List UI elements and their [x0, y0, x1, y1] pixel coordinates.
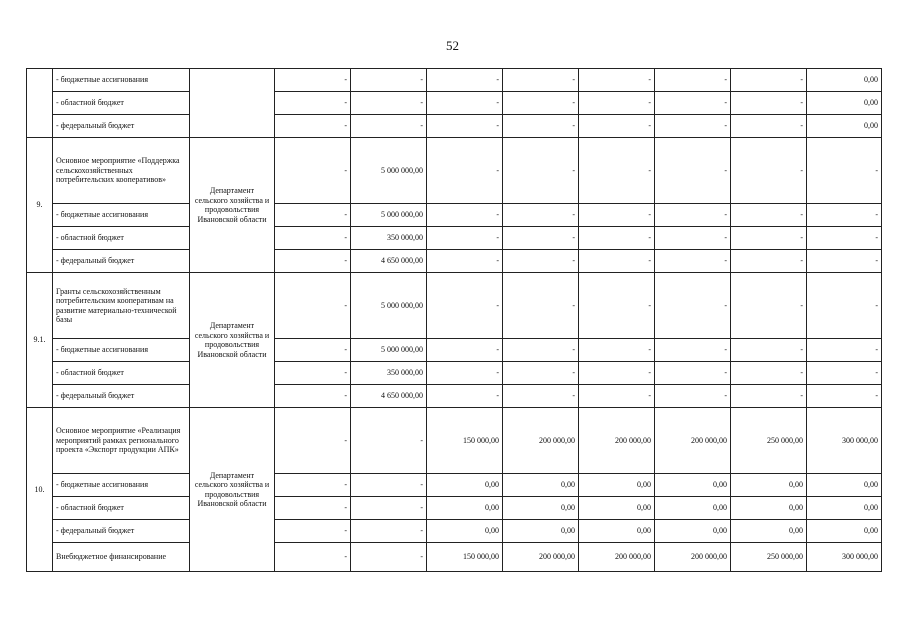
value-cell: -	[655, 115, 731, 138]
value-cell: -	[427, 227, 503, 250]
value-cell: 0,00	[731, 520, 807, 543]
value-cell: -	[427, 92, 503, 115]
value-cell: -	[503, 115, 579, 138]
value-cell: 4 650 000,00	[351, 385, 427, 408]
value-cell: -	[807, 227, 882, 250]
value-cell: -	[275, 543, 351, 572]
value-cell: -	[655, 250, 731, 273]
value-cell: 5 000 000,00	[351, 273, 427, 339]
value-cell: -	[655, 69, 731, 92]
value-cell: -	[275, 362, 351, 385]
value-cell: -	[427, 115, 503, 138]
row-label: - федеральный бюджет	[53, 385, 190, 408]
row-label: - бюджетные ассигнования	[53, 339, 190, 362]
value-cell: 0,00	[807, 92, 882, 115]
value-cell: 5 000 000,00	[351, 138, 427, 204]
row-label: - федеральный бюджет	[53, 520, 190, 543]
value-cell: 0,00	[807, 69, 882, 92]
value-cell: -	[807, 250, 882, 273]
value-cell: -	[731, 250, 807, 273]
value-cell: 0,00	[427, 520, 503, 543]
value-cell: -	[579, 385, 655, 408]
table-row	[27, 385, 882, 408]
value-cell: 0,00	[579, 520, 655, 543]
value-cell: -	[731, 69, 807, 92]
row-label: - федеральный бюджет	[53, 250, 190, 273]
value-cell: -	[503, 339, 579, 362]
value-cell: 200 000,00	[579, 408, 655, 474]
value-cell: 0,00	[807, 497, 882, 520]
value-cell: -	[655, 362, 731, 385]
value-cell: 250 000,00	[731, 543, 807, 572]
value-cell: -	[351, 474, 427, 497]
value-cell: 0,00	[807, 520, 882, 543]
value-cell: 0,00	[655, 474, 731, 497]
value-cell: -	[579, 227, 655, 250]
value-cell: -	[503, 69, 579, 92]
section-number: 10.	[27, 408, 53, 572]
value-cell: -	[655, 204, 731, 227]
value-cell: -	[503, 92, 579, 115]
value-cell: -	[579, 69, 655, 92]
value-cell: 0,00	[503, 474, 579, 497]
value-cell: -	[807, 273, 882, 339]
value-cell: -	[731, 362, 807, 385]
value-cell: -	[807, 339, 882, 362]
value-cell: -	[579, 273, 655, 339]
value-cell: -	[275, 474, 351, 497]
table-row	[27, 138, 882, 204]
value-cell: -	[503, 362, 579, 385]
value-cell: 0,00	[503, 520, 579, 543]
value-cell: -	[351, 497, 427, 520]
value-cell: -	[427, 250, 503, 273]
value-cell: -	[275, 520, 351, 543]
value-cell: -	[731, 92, 807, 115]
value-cell: -	[731, 227, 807, 250]
value-cell: -	[579, 250, 655, 273]
table-row	[27, 474, 882, 497]
measure-title: Основное мероприятие «Поддержка сельскохозяйственных потребительских кооперативов»	[53, 138, 190, 204]
value-cell: -	[275, 250, 351, 273]
value-cell: -	[275, 385, 351, 408]
value-cell: 300 000,00	[807, 408, 882, 474]
row-label: - федеральный бюджет	[53, 115, 190, 138]
value-cell: -	[275, 273, 351, 339]
value-cell: -	[427, 69, 503, 92]
table-row	[27, 115, 882, 138]
page-number: 52	[446, 38, 459, 53]
value-cell: -	[579, 115, 655, 138]
value-cell: 0,00	[427, 497, 503, 520]
value-cell: -	[807, 362, 882, 385]
table-row	[27, 92, 882, 115]
value-cell: -	[275, 204, 351, 227]
value-cell: -	[427, 362, 503, 385]
value-cell: 200 000,00	[579, 543, 655, 572]
table-row	[27, 362, 882, 385]
value-cell: 0,00	[579, 497, 655, 520]
value-cell: -	[351, 69, 427, 92]
row-label: - бюджетные ассигнования	[53, 474, 190, 497]
value-cell: 200 000,00	[503, 543, 579, 572]
department-cell: Департамент сельского хозяйства и продовольствия Ивановской области	[190, 408, 275, 572]
value-cell: -	[579, 339, 655, 362]
value-cell: 0,00	[731, 497, 807, 520]
value-cell: -	[275, 227, 351, 250]
table-row	[27, 543, 882, 572]
table-row	[27, 69, 882, 92]
value-cell: -	[731, 115, 807, 138]
value-cell: -	[427, 138, 503, 204]
value-cell: -	[275, 69, 351, 92]
table-row	[27, 339, 882, 362]
table-row	[27, 497, 882, 520]
value-cell: 0,00	[503, 497, 579, 520]
row-number-cell	[27, 69, 53, 138]
section-number: 9.	[27, 138, 53, 273]
value-cell: -	[427, 204, 503, 227]
value-cell: 0,00	[579, 474, 655, 497]
value-cell: -	[275, 115, 351, 138]
value-cell: -	[351, 520, 427, 543]
value-cell: -	[731, 204, 807, 227]
value-cell: 350 000,00	[351, 227, 427, 250]
value-cell: -	[351, 543, 427, 572]
value-cell: -	[731, 138, 807, 204]
value-cell: 150 000,00	[427, 543, 503, 572]
row-label: - бюджетные ассигнования	[53, 204, 190, 227]
value-cell: -	[503, 204, 579, 227]
value-cell: -	[807, 138, 882, 204]
value-cell: -	[351, 92, 427, 115]
row-label: - областной бюджет	[53, 227, 190, 250]
value-cell: -	[427, 385, 503, 408]
value-cell: -	[275, 92, 351, 115]
row-label: - областной бюджет	[53, 92, 190, 115]
value-cell: 5 000 000,00	[351, 339, 427, 362]
value-cell: -	[655, 385, 731, 408]
value-cell: -	[807, 385, 882, 408]
table-row	[27, 520, 882, 543]
value-cell: -	[655, 227, 731, 250]
section-number: 9.1.	[27, 273, 53, 408]
row-label: Внебюджетное финансирование	[53, 543, 190, 572]
value-cell: -	[731, 339, 807, 362]
value-cell: 200 000,00	[503, 408, 579, 474]
value-cell: 0,00	[655, 497, 731, 520]
row-label: - областной бюджет	[53, 362, 190, 385]
budget-table	[26, 68, 882, 572]
value-cell: -	[579, 138, 655, 204]
value-cell: 5 000 000,00	[351, 204, 427, 227]
value-cell: -	[427, 339, 503, 362]
value-cell: -	[275, 339, 351, 362]
table-row	[27, 273, 882, 339]
value-cell: -	[503, 227, 579, 250]
value-cell: -	[579, 362, 655, 385]
value-cell: -	[351, 408, 427, 474]
measure-title: Гранты сельскохозяйственным потребительским кооперативам на развитие материально-технической базы	[53, 273, 190, 339]
value-cell: -	[351, 115, 427, 138]
value-cell: -	[655, 92, 731, 115]
value-cell: 0,00	[807, 474, 882, 497]
department-cell: Департамент сельского хозяйства и продовольствия Ивановской области	[190, 138, 275, 273]
value-cell: 200 000,00	[655, 408, 731, 474]
value-cell: -	[503, 273, 579, 339]
value-cell: 250 000,00	[731, 408, 807, 474]
value-cell: -	[503, 138, 579, 204]
value-cell: -	[655, 138, 731, 204]
value-cell: -	[655, 273, 731, 339]
value-cell: -	[807, 204, 882, 227]
value-cell: -	[655, 339, 731, 362]
value-cell: 0,00	[427, 474, 503, 497]
value-cell: -	[579, 92, 655, 115]
value-cell: -	[731, 385, 807, 408]
value-cell: 4 650 000,00	[351, 250, 427, 273]
value-cell: 300 000,00	[807, 543, 882, 572]
table-row	[27, 250, 882, 273]
value-cell: 0,00	[807, 115, 882, 138]
measure-title: Основное мероприятие «Реализация мероприятий рамках регионального проекта «Экспорт продукции АПК»	[53, 408, 190, 474]
value-cell: 350 000,00	[351, 362, 427, 385]
table-row	[27, 204, 882, 227]
value-cell: -	[503, 385, 579, 408]
value-cell: 200 000,00	[655, 543, 731, 572]
table-row	[27, 227, 882, 250]
department-cell	[190, 69, 275, 138]
value-cell: -	[731, 273, 807, 339]
value-cell: 0,00	[655, 520, 731, 543]
value-cell: -	[275, 497, 351, 520]
value-cell: -	[275, 408, 351, 474]
value-cell: -	[503, 250, 579, 273]
row-label: - областной бюджет	[53, 497, 190, 520]
value-cell: -	[579, 204, 655, 227]
value-cell: -	[427, 273, 503, 339]
row-label: - бюджетные ассигнования	[53, 69, 190, 92]
value-cell: -	[275, 138, 351, 204]
table-row	[27, 408, 882, 474]
department-cell: Департамент сельского хозяйства и продовольствия Ивановской области	[190, 273, 275, 408]
value-cell: 150 000,00	[427, 408, 503, 474]
value-cell: 0,00	[731, 474, 807, 497]
